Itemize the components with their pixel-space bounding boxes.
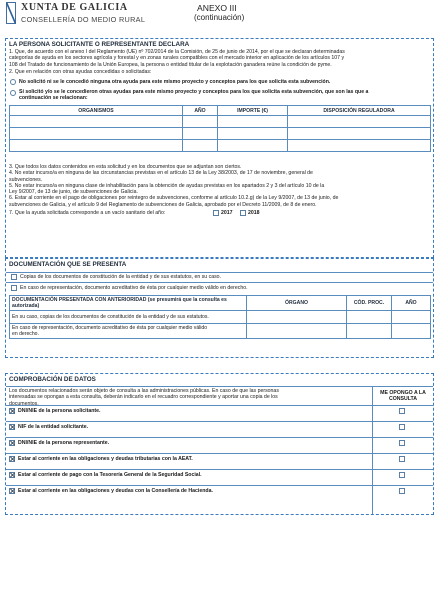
annex-title: ANEXO III	[197, 3, 237, 13]
org-department: CONSELLERÍA DO MEDIO RURAL	[21, 15, 146, 24]
data-item-marker-icon	[9, 424, 15, 430]
col-cod-proc: CÓD. PROC.	[347, 296, 392, 311]
declaration-item-1: 1. Que, de acuerdo con el anexo I del Reglamento (UE) nº 702/2014 de la Comisión, de 25 de junio de 2014, por el que se declaran determinadas categorías de ayuda en los sectores agrícola y forestal y en zonas rurales compatibles con el mercado interior en aplicación de los artículos 107 y 108 del Tratado de funcionamiento de la Unión Europea, la persona o entidad titular de la explotación ganadera reúne la condición de pyme.	[9, 49, 345, 68]
data-item-marker-icon	[9, 456, 15, 462]
divider	[6, 453, 433, 454]
prior-docs-row[interactable]: En su caso, copias de los documentos de constitución de la entidad y de sus estatutos.	[10, 311, 431, 324]
col-ano-prior: AÑO	[392, 296, 431, 311]
divider	[6, 469, 433, 470]
col-ano: AÑO	[183, 106, 218, 116]
year-2018-label: 2018	[248, 210, 260, 216]
aid-table-row[interactable]	[10, 140, 431, 152]
prior-docs-title: DOCUMENTACIÓN PRESENTADA CON ANTERIORIDAD (se presumirá que la consulta es autorizada)	[10, 296, 247, 311]
year-2017-checkbox[interactable]	[213, 210, 219, 216]
page-header	[0, 0, 439, 36]
divider	[6, 405, 433, 406]
radio-other-aid[interactable]	[10, 90, 16, 96]
aid-table-row[interactable]	[10, 128, 431, 140]
annex-subtitle: (continuación)	[194, 13, 245, 22]
doc-statutes-label: Copias de los documentos de constitución de la entidad y de sus estatutos, en su caso.	[20, 274, 221, 280]
col-organismos: ORGANISMOS	[10, 106, 183, 116]
aid-table-row[interactable]	[10, 116, 431, 128]
doc-representation-checkbox[interactable]	[11, 285, 17, 291]
divider	[6, 386, 433, 387]
xunta-logo	[6, 2, 16, 24]
year-2017-label: 2017	[221, 210, 233, 216]
radio-no-other-aid[interactable]	[10, 79, 16, 85]
oppose-checkbox[interactable]	[399, 488, 405, 494]
oppose-checkbox[interactable]	[399, 440, 405, 446]
col-importe: IMPORTE (€)	[218, 106, 288, 116]
documentation-section	[5, 258, 434, 358]
year-2018-checkbox[interactable]	[240, 210, 246, 216]
documentation-title: DOCUMENTACIÓN QUE SE PRESENTA	[9, 261, 127, 268]
data-item-marker-icon	[9, 440, 15, 446]
col-disposicion: DISPOSICIÓN REGULADORA	[288, 106, 431, 116]
prior-docs-table	[9, 295, 431, 339]
verification-section	[5, 373, 434, 515]
data-item-label: Estar al corriente en las obligaciones y deudas con la Consellería de Hacienda.	[18, 488, 213, 494]
declaration-title: LA PERSONA SOLICITANTE O REPRESENTANTE DECLARA	[9, 41, 190, 48]
prior-docs-header	[10, 296, 431, 311]
prior-docs-row[interactable]: En caso de representación, documento acreditativo de ésta por cualquier medio válido en derecho.	[10, 324, 431, 339]
oppose-header: ME OPONGO A LA CONSULTA	[380, 390, 426, 403]
verification-intro: Los documentos relacionados serán objeto de consulta a las administraciones públicas. En caso de que las personas interesadas se opongan a esta consulta, deberán indicarlo en el recuadro correspondiente y aportar una copia de los documentos.	[9, 388, 279, 407]
declaration-items-3-6: 3. Que todos los datos contenidos en esta solicitud y en los documentos que se adjuntan son ciertos. 4. No estar incurso/a en ninguna de las circunstancias previstas en el artículo 13 de la Ley 38/2003, de 17 de noviembre, general de subvenciones. 5. No estar incurso/a en ninguna clase de inhabilitación para la obtención de ayudas previstas en los apartados 2 y 3 del artículo 10 de la Ley 9/2007, de 13 de junio, de subvenciones de Galicia. 6. Estar al corriente en el pago de obligaciones por reintegro de subvenciones, conforme al artículo 10.2.g) de la Ley 9/2007, de 13 de junio, de subvenciones de Galicia, y el artículo 9 del Reglamento de subvenciones de Galicia, aprobado por el Decreto 11/2009, de 8 de enero.	[9, 164, 339, 208]
divider	[6, 485, 433, 486]
org-name: XUNTA DE GALICIA	[21, 2, 128, 13]
aid-table	[9, 105, 431, 152]
oppose-checkbox[interactable]	[399, 456, 405, 462]
divider	[6, 282, 433, 283]
declaration-item-7: 7. Que la ayuda solicitada corresponde a un vacío sanitario del año:	[9, 210, 166, 216]
data-item-marker-icon	[9, 408, 15, 414]
data-item-label: Estar al corriente de pago con la Tesorería General de la Seguridad Social.	[18, 472, 202, 478]
divider	[6, 437, 433, 438]
data-item-label: NIF de la entidad solicitante.	[18, 424, 89, 430]
col-organo: ÓRGANO	[247, 296, 347, 311]
doc-statutes-checkbox[interactable]	[11, 274, 17, 280]
divider	[6, 421, 433, 422]
data-item-label: DNI/NIE de la persona solicitante.	[18, 408, 101, 414]
oppose-checkbox[interactable]	[399, 408, 405, 414]
data-item-marker-icon	[9, 472, 15, 478]
data-item-label: DNI/NIE de la persona representante.	[18, 440, 110, 446]
declaration-section	[5, 38, 434, 258]
option-other-aid: Sí solicitó y/o se le concedieron otras ayudas para este mismo proyecto y conceptos para los que solicita esta subvención, que son las que a continuación se relacionan:	[19, 89, 369, 102]
oppose-checkbox[interactable]	[399, 472, 405, 478]
verification-title: COMPROBACIÓN DE DATOS	[9, 376, 96, 383]
aid-table-header	[10, 106, 431, 116]
option-no-other-aid: No solicitó ni se le concedió ninguna otra ayuda para este mismo proyecto y conceptos para los que solicita esta subvención.	[19, 79, 331, 85]
declaration-item-2: 2. Que en relación con otras ayudas concedidas o solicitadas:	[9, 69, 152, 75]
data-item-label: Estar al corriente en las obligaciones y deudas tributarias con la AEAT.	[18, 456, 193, 462]
data-item-marker-icon	[9, 488, 15, 494]
doc-representation-label: En caso de representación, documento acreditativo de ésta por cualquier medio válido en derecho.	[20, 285, 248, 291]
oppose-checkbox[interactable]	[399, 424, 405, 430]
divider	[6, 272, 433, 273]
